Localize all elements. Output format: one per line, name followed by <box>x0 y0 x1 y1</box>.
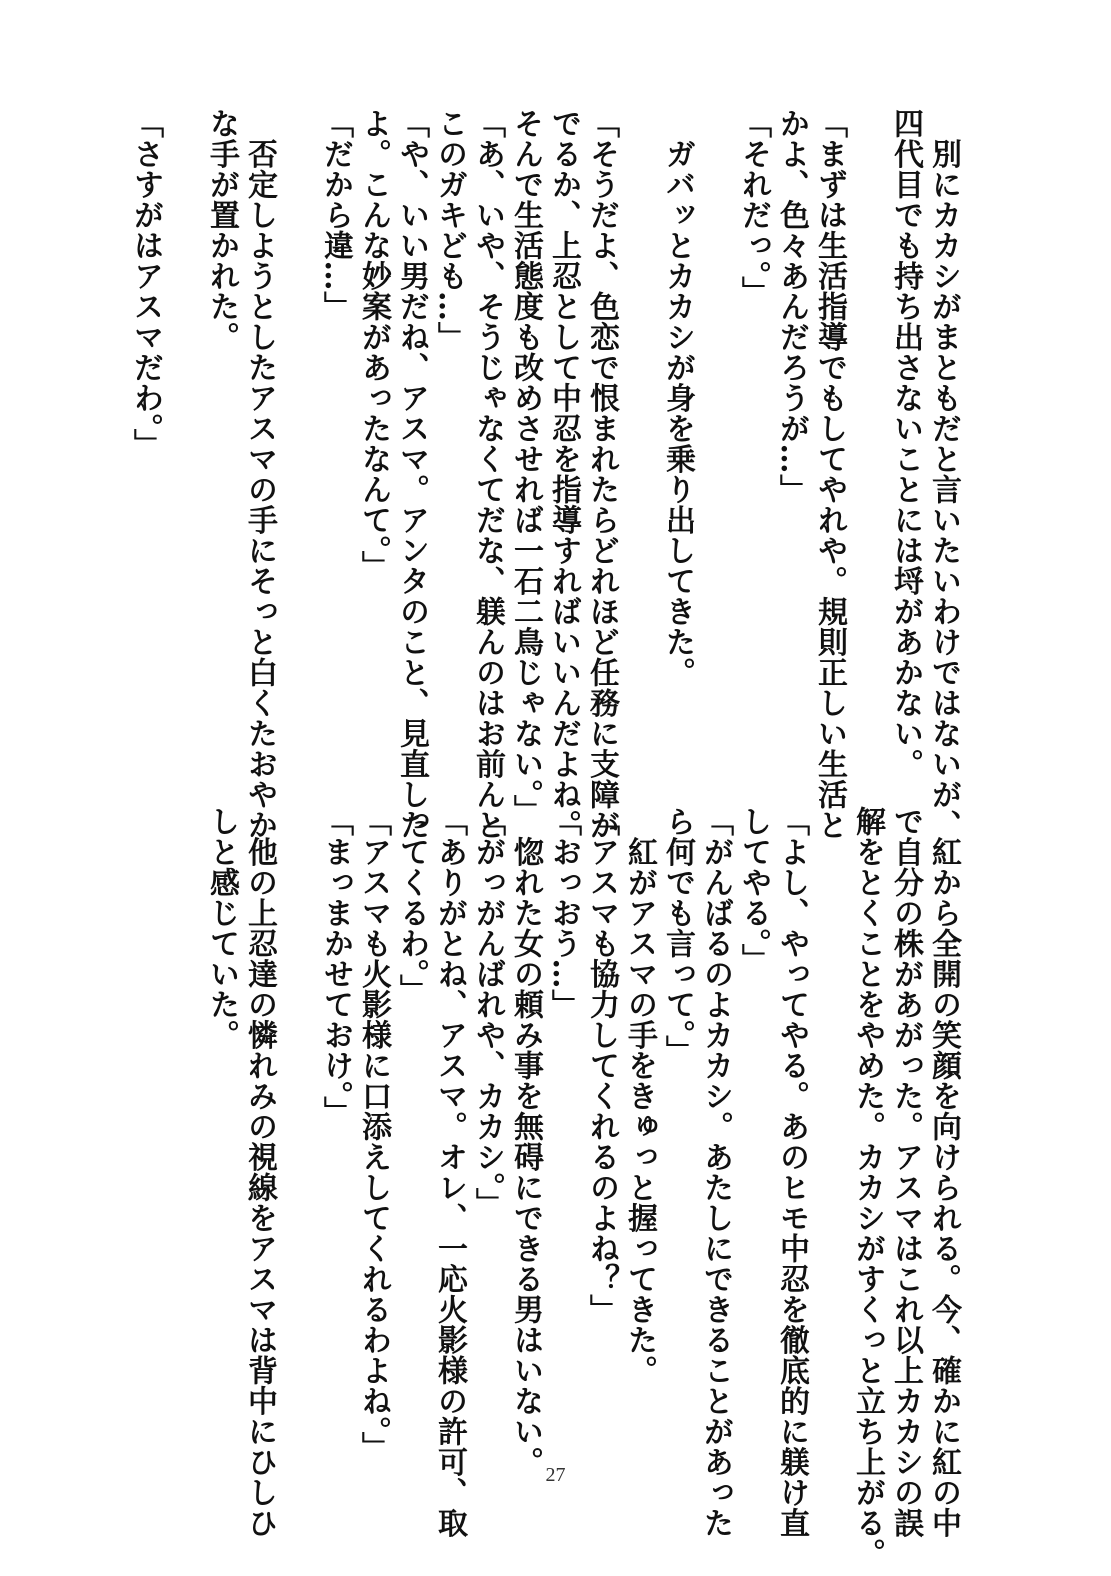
text-line: 紅がアスマの手をきゅっと握ってきた。 <box>622 806 657 1386</box>
text-line: 四代目でも持ち出さないことには埒があかない。 <box>888 108 923 779</box>
text-line: このガキども…」 <box>432 108 467 352</box>
text-line: な手が置かれた。 <box>204 108 239 352</box>
text-line: ガバッとカカシが身を乗り出してきた。 <box>660 108 695 688</box>
text-line: で自分の株があがった。アスマはこれ以上カカシの誤 <box>888 806 923 1538</box>
text-line: 「おっおう…」 <box>546 806 581 1020</box>
text-line: 別にカカシがまともだと言いたいわけではないが、 <box>926 108 961 840</box>
text-line: 「アスマも協力してくれるのよね？」 <box>584 806 619 1325</box>
text-line: 「さすがはアスマだわ。」 <box>128 108 163 459</box>
text-line: 「や、いい男だね、アスマ。アンタのこと、見直した <box>394 108 429 840</box>
text-line: そんで生活態度も改めさせれば一石二鳥じゃない。」 <box>508 108 543 825</box>
text-line: 「そうだよ、色恋で恨まれたらどれほど任務に支障が <box>584 108 619 840</box>
text-line: 「ありがとね、アスマ。オレ、一応火影様の許可、取 <box>432 806 467 1538</box>
text-line: 「それだっ。」 <box>736 108 771 307</box>
page-number: 27 <box>545 1464 566 1486</box>
text-line: してやる。」 <box>736 806 771 974</box>
text-line <box>620 108 658 728</box>
text-line: しと感じていた。 <box>204 806 239 1050</box>
text-line: 「あ、いや、そうじゃなくてだな、躾んのはお前んと <box>470 108 505 840</box>
text-line: かよ、色々あんだろうが…」 <box>774 108 809 505</box>
text-line <box>696 108 734 728</box>
text-line: 紅から全開の笑顔を向けられる。今、確かに紅の中 <box>926 806 961 1538</box>
text-line: 「まっまかせておけ。」 <box>318 806 353 1127</box>
text-line: 「がっがんばれや、カカシ。」 <box>470 806 505 1218</box>
text-line: ら何でも言って。」 <box>660 806 695 1066</box>
text-line: 他の上忍達の憐れみの視線をアスマは背中にひしひ <box>242 806 277 1538</box>
text-line: 「よし、やってやる。あのヒモ中忍を徹底的に躾け直 <box>774 806 809 1538</box>
text-line: 「がんばるのよカカシ。あたしにできることがあった <box>698 806 733 1538</box>
text-line: よ。こんな妙案があったなんて。」 <box>356 108 391 581</box>
text-line <box>810 806 848 1426</box>
text-line: 否定しようとしたアスマの手にそっと白くたおやか <box>242 108 277 840</box>
text-line <box>278 806 316 1426</box>
text-line: 「アスマも火影様に口添えしてくれるわよね。」 <box>356 806 391 1462</box>
upper-text-block <box>126 108 962 840</box>
text-line: 「まずは生活指導でもしてやれや。規則正しい生活と <box>812 108 847 840</box>
text-line: でるか、上忍として中忍を指導すればいいんだよね。 <box>546 108 581 840</box>
text-line: ってくるわ。」 <box>394 806 429 1005</box>
text-line <box>164 108 202 728</box>
text-line: 惚れた女の頼み事を無碍にできる男はいない。 <box>508 806 543 1477</box>
text-line: 「だから違…」 <box>318 108 353 322</box>
text-line: 解をとくことをやめた。カカシがすくっと立ち上がる。 <box>850 806 885 1569</box>
text-line <box>278 108 316 728</box>
text-line <box>848 108 886 728</box>
